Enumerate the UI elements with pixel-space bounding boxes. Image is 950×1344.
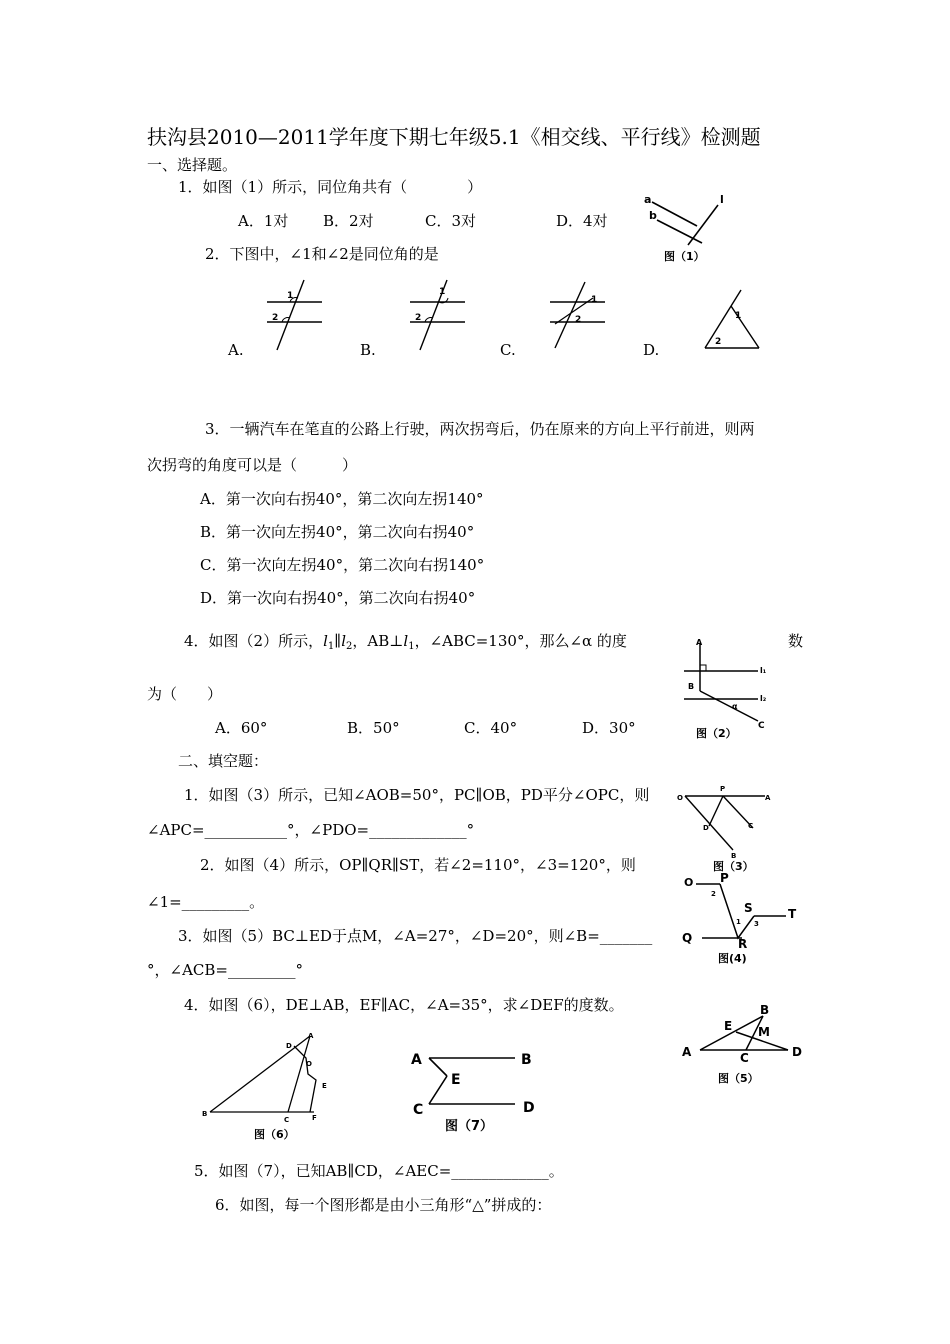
- s2-q2-line1: 2．如图（4）所示，OP∥QR∥ST，若∠2=110°，∠3=120°，则: [200, 856, 636, 874]
- q3-option-d: D．第一次向右拐40°，第二次向右拐40°: [200, 589, 476, 607]
- svg-text:A: A: [682, 1045, 692, 1059]
- fig1-line-l: [688, 205, 718, 245]
- svg-text:C: C: [413, 1102, 424, 1118]
- s2-q1-line2: ∠APC=___________°，∠PDO=_____________°: [147, 821, 475, 839]
- svg-text:Q: Q: [682, 931, 693, 945]
- svg-text:A: A: [765, 794, 771, 802]
- svg-text:1: 1: [735, 311, 742, 321]
- svg-text:D: D: [523, 1100, 535, 1116]
- fig1-caption: 图（1）: [664, 250, 705, 263]
- svg-text:E: E: [322, 1082, 327, 1090]
- q4-option-c: C．40°: [464, 719, 518, 737]
- svg-text:1: 1: [439, 287, 446, 297]
- figure-2: [678, 633, 778, 741]
- svg-text:D: D: [286, 1042, 292, 1050]
- svg-text:M: M: [758, 1025, 770, 1039]
- q4-stem-shu: 数: [788, 632, 804, 650]
- figure-3: [675, 782, 775, 872]
- svg-text:D: D: [703, 824, 709, 832]
- svg-text:图（3）: 图（3）: [713, 860, 754, 872]
- s2-q1-line1: 1．如图（3）所示，已知∠AOB=50°，PC∥OB，PD平分∠OPC，则: [184, 786, 650, 804]
- fig1-line-a: [652, 202, 697, 226]
- s2-q5-line1: 5．如图（7），已知AB∥CD，∠AEC=_____________。: [194, 1162, 564, 1180]
- q2-stem: 2．下图中，∠1和∠2是同位角的是: [205, 245, 439, 263]
- svg-text:图（6）: 图（6）: [254, 1128, 295, 1141]
- svg-text:S: S: [744, 901, 753, 915]
- q3-option-c: C．第一次向左拐40°，第二次向右拐140°: [200, 556, 485, 574]
- svg-text:D: D: [792, 1045, 802, 1059]
- q2-option-d: D.: [643, 341, 660, 359]
- svg-text:2: 2: [272, 313, 279, 323]
- svg-text:2: 2: [415, 313, 422, 323]
- svg-text:T: T: [788, 907, 797, 921]
- s2-q6-line1: 6．如图，每一个图形都是由小三角形“△”拼成的：: [215, 1196, 552, 1214]
- svg-text:R: R: [738, 937, 748, 951]
- figure-1: [640, 185, 740, 263]
- q1-option-a: A．1对: [238, 212, 289, 230]
- svg-text:B: B: [731, 852, 737, 860]
- q4-stem-line2: 为（ ）: [147, 685, 223, 703]
- svg-text:P: P: [720, 785, 726, 793]
- svg-text:O: O: [306, 1060, 312, 1068]
- fig1-line-b: [657, 220, 702, 243]
- s2-q2-line2: ∠1=_________。: [147, 893, 265, 911]
- svg-text:B: B: [688, 682, 695, 691]
- svg-text:l₁: l₁: [760, 666, 767, 675]
- figure-7: [405, 1040, 550, 1135]
- q2-figure-c: [545, 278, 610, 353]
- figure-6: [198, 1030, 338, 1142]
- svg-text:A: A: [411, 1052, 422, 1068]
- q4-option-a: A．60°: [215, 719, 268, 737]
- q3-stem-line1: 3．一辆汽车在笔直的公路上行驶，两次拐弯后，仍在原来的方向上平行前进，则两: [205, 420, 755, 438]
- svg-text:P: P: [720, 871, 729, 885]
- q4-stem-line1: 4．如图（2）所示，$l_1\parallel l_2$，$AB\perp l_1$，∠ABC=130°，那么∠α 的度: [184, 632, 627, 652]
- section2-heading: 二、填空题：: [178, 752, 269, 770]
- svg-text:B: B: [521, 1052, 532, 1068]
- q4-option-b: B．50°: [347, 719, 400, 737]
- q2-figure-b: [405, 278, 470, 353]
- figure-5: [678, 1002, 808, 1092]
- svg-text:2: 2: [711, 890, 716, 898]
- q4-option-d: D．30°: [582, 719, 636, 737]
- svg-text:C: C: [758, 721, 765, 731]
- svg-text:图（2）: 图（2）: [696, 727, 737, 740]
- svg-text:图(4): 图(4): [718, 952, 747, 965]
- s2-q4-line1: 4．如图（6），DE⊥AB，EF∥AC，∠A=35°，求∠DEF的度数。: [184, 996, 624, 1014]
- svg-text:α: α: [732, 702, 738, 711]
- q1-option-d: D．4对: [556, 212, 608, 230]
- q2-figure-a: [262, 278, 327, 353]
- svg-text:1: 1: [591, 295, 598, 305]
- q1-option-b: B．2对: [323, 212, 374, 230]
- s2-q3-line1: 3．如图（5）BC⊥ED于点M，∠A=27°，∠D=20°，则∠B=_______: [178, 927, 653, 945]
- svg-text:1: 1: [736, 918, 741, 926]
- fig1-label-l: l: [720, 193, 724, 206]
- section1-heading: 一、选择题。: [147, 156, 238, 174]
- svg-text:2: 2: [575, 315, 582, 325]
- q2-figure-d: [695, 288, 765, 353]
- q3-option-a: A．第一次向右拐40°，第二次向左拐140°: [200, 490, 484, 508]
- s2-q3-line2: °，∠ACB=_________°: [147, 961, 303, 979]
- svg-text:A: A: [696, 638, 703, 647]
- svg-text:B: B: [760, 1003, 770, 1017]
- svg-text:3: 3: [754, 920, 759, 928]
- q1-stem: 1．如图（1）所示，同位角共有（ ）: [178, 178, 483, 196]
- fig1-label-b: b: [649, 209, 657, 222]
- svg-text:E: E: [451, 1072, 461, 1088]
- svg-text:图（7）: 图（7）: [445, 1119, 494, 1134]
- svg-text:A: A: [308, 1032, 314, 1040]
- q1-option-c: C．3对: [425, 212, 477, 230]
- figure-4: [678, 868, 803, 968]
- q3-stem-line2: 次拐弯的角度可以是（ ）: [147, 456, 358, 474]
- svg-text:E: E: [724, 1019, 733, 1033]
- svg-text:O: O: [684, 876, 694, 889]
- svg-text:O: O: [677, 794, 683, 802]
- svg-text:C: C: [748, 822, 754, 830]
- svg-text:2: 2: [715, 337, 722, 347]
- q2-option-c: C.: [500, 341, 516, 359]
- q3-option-b: B．第一次向左拐40°，第二次向右拐40°: [200, 523, 475, 541]
- q2-option-a: A.: [228, 341, 244, 359]
- svg-text:图（5）: 图（5）: [718, 1072, 759, 1085]
- svg-text:B: B: [202, 1110, 208, 1118]
- svg-text:1: 1: [287, 291, 294, 301]
- svg-text:F: F: [312, 1114, 317, 1122]
- fig1-label-a: a: [644, 193, 652, 206]
- svg-text:l₂: l₂: [760, 694, 767, 703]
- page-title: 扶沟县2010—2011学年度下期七年级5.1《相交线、平行线》检测题: [147, 125, 761, 149]
- q2-option-b: B.: [360, 341, 376, 359]
- svg-text:C: C: [284, 1116, 290, 1124]
- svg-text:C: C: [740, 1051, 749, 1065]
